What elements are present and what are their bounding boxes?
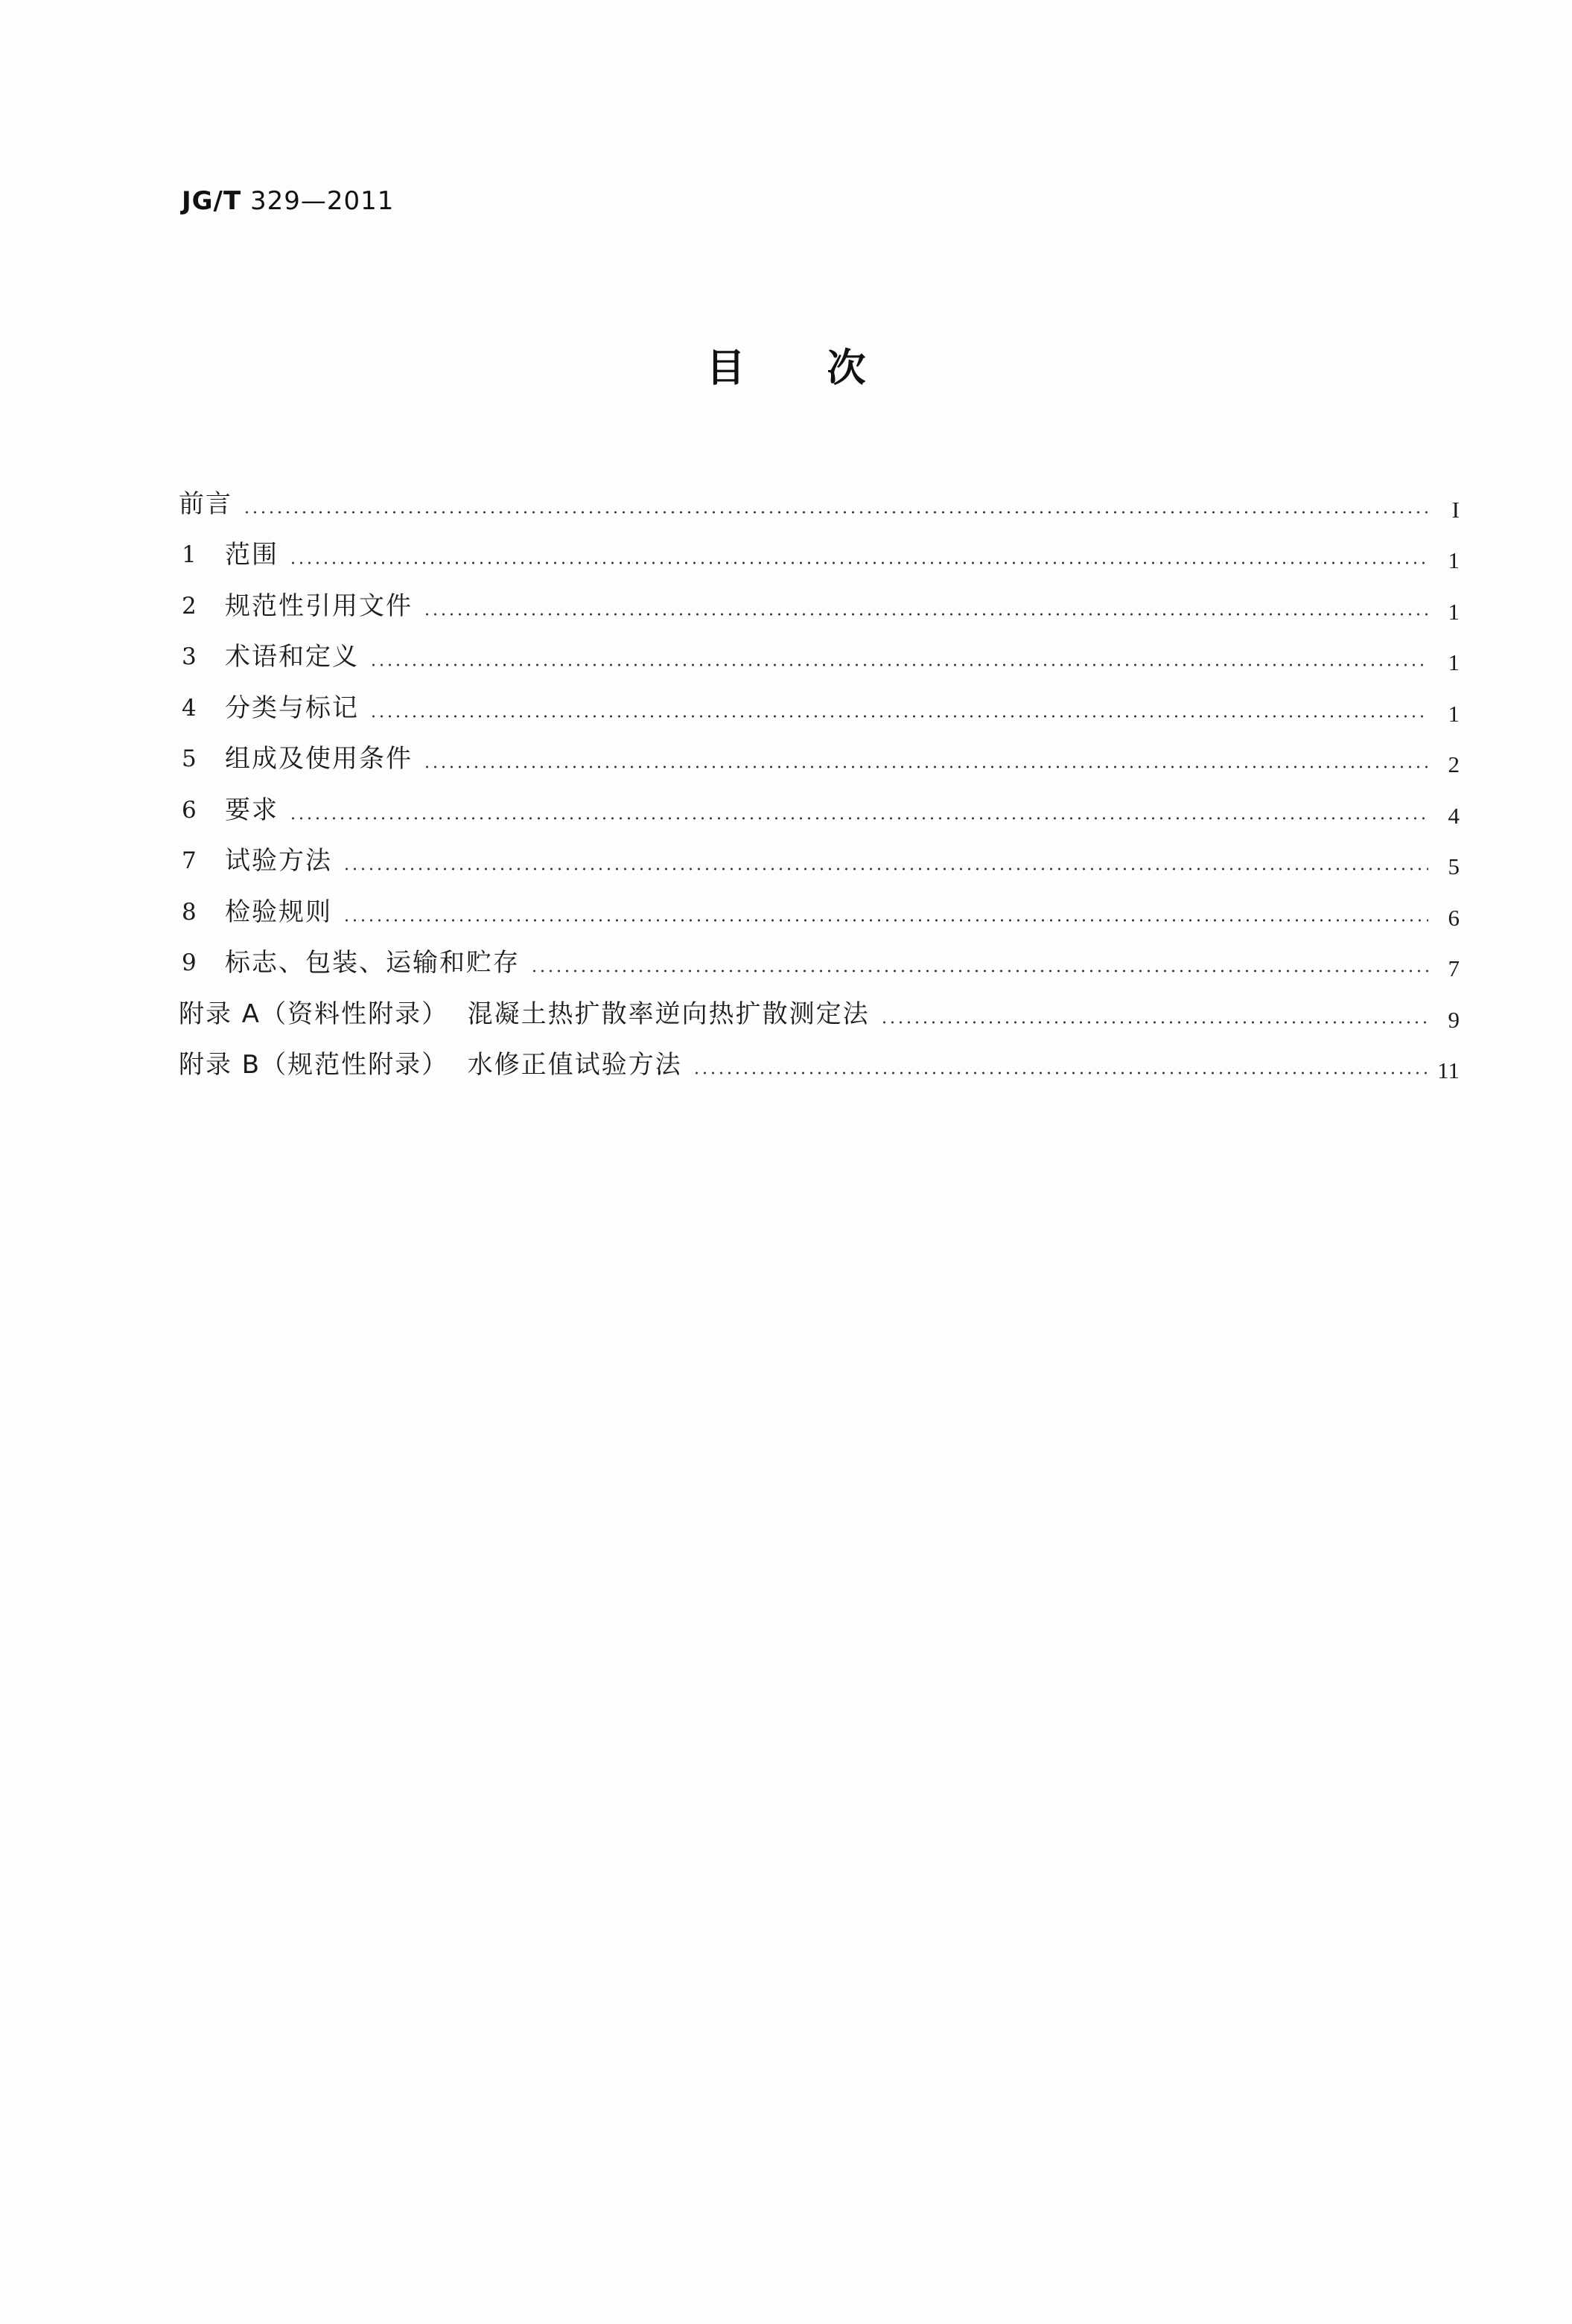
toc-entry-9[interactable] <box>179 929 1460 980</box>
toc-entry-page: 6 <box>1448 904 1460 931</box>
toc-entry-page: 11 <box>1437 1057 1460 1083</box>
toc-entry-page: 1 <box>1448 700 1460 727</box>
table-of-contents <box>179 469 1460 1081</box>
toc-leader-dots <box>369 663 1428 666</box>
toc-entry-appendix-a[interactable] <box>179 979 1460 1031</box>
toc-leader-dots <box>530 970 1428 972</box>
toc-leader-dots <box>289 817 1428 820</box>
toc-entry-number: 4 <box>182 694 197 722</box>
toc-entry-page: 1 <box>1448 547 1460 573</box>
toc-leader-dots <box>423 613 1428 616</box>
toc-entry-8[interactable] <box>179 877 1460 929</box>
toc-title: 目次 <box>706 346 948 391</box>
toc-entry-number: 7 <box>182 847 197 874</box>
toc-leader-dots <box>343 867 1428 870</box>
toc-entry-page: 5 <box>1448 853 1460 879</box>
toc-leader-dots <box>243 511 1428 514</box>
standard-year: 329—2011 <box>249 186 395 216</box>
toc-entry-page: 9 <box>1448 1006 1460 1033</box>
toc-entry-5[interactable] <box>179 725 1460 776</box>
toc-leader-dots <box>423 765 1428 768</box>
toc-entry-title: 术语和定义 <box>225 642 359 672</box>
toc-entry-title: 前言 <box>179 488 232 519</box>
toc-entry-title: 检验规则 <box>225 897 332 927</box>
toc-entry-page: 4 <box>1448 802 1460 829</box>
toc-entry-foreword[interactable] <box>179 469 1460 523</box>
toc-entry-title: 标志、包装、运输和贮存 <box>225 948 520 978</box>
toc-entry-title: 试验方法 <box>225 846 332 876</box>
toc-entry-page: 7 <box>1448 955 1460 981</box>
toc-entry-number: 9 <box>182 949 197 976</box>
toc-entry-appendix-b[interactable] <box>179 1031 1460 1082</box>
toc-entry-title: 组成及使用条件 <box>225 744 413 774</box>
toc-entry-2[interactable] <box>179 571 1460 623</box>
standard-number <box>182 186 394 216</box>
toc-entry-number: 1 <box>182 541 197 568</box>
toc-entry-title: 要求 <box>225 795 279 825</box>
toc-leader-dots <box>880 1021 1428 1024</box>
toc-entry-4[interactable] <box>179 673 1460 725</box>
toc-entry-title: 分类与标记 <box>225 693 359 723</box>
toc-leader-dots <box>289 561 1428 564</box>
toc-entry-title: 附录 A（资料性附录） 混凝土热扩散率逆向热扩散测定法 <box>179 999 870 1029</box>
toc-entry-page: 2 <box>1448 751 1460 777</box>
standard-code: JG/T <box>182 186 242 216</box>
toc-leader-dots <box>369 715 1428 718</box>
toc-entry-number: 3 <box>182 643 197 670</box>
toc-entry-number: 6 <box>182 796 197 824</box>
toc-entry-1[interactable] <box>179 520 1460 572</box>
toc-entry-page: 1 <box>1448 649 1460 675</box>
toc-entry-7[interactable] <box>179 827 1460 878</box>
toc-entry-title: 规范性引用文件 <box>225 590 413 621</box>
toc-entry-number: 5 <box>182 745 197 772</box>
toc-entry-page: I <box>1451 496 1460 523</box>
toc-leader-dots <box>693 1072 1428 1075</box>
toc-entry-number: 2 <box>182 592 197 620</box>
toc-entry-title: 附录 B（规范性附录） 水修正值试验方法 <box>179 1050 682 1080</box>
toc-entry-page: 1 <box>1448 598 1460 625</box>
toc-leader-dots <box>343 919 1428 922</box>
toc-entry-3[interactable] <box>179 623 1460 674</box>
toc-entry-number: 8 <box>182 898 197 926</box>
toc-entry-title: 范围 <box>225 540 279 570</box>
toc-entry-6[interactable] <box>179 775 1460 827</box>
